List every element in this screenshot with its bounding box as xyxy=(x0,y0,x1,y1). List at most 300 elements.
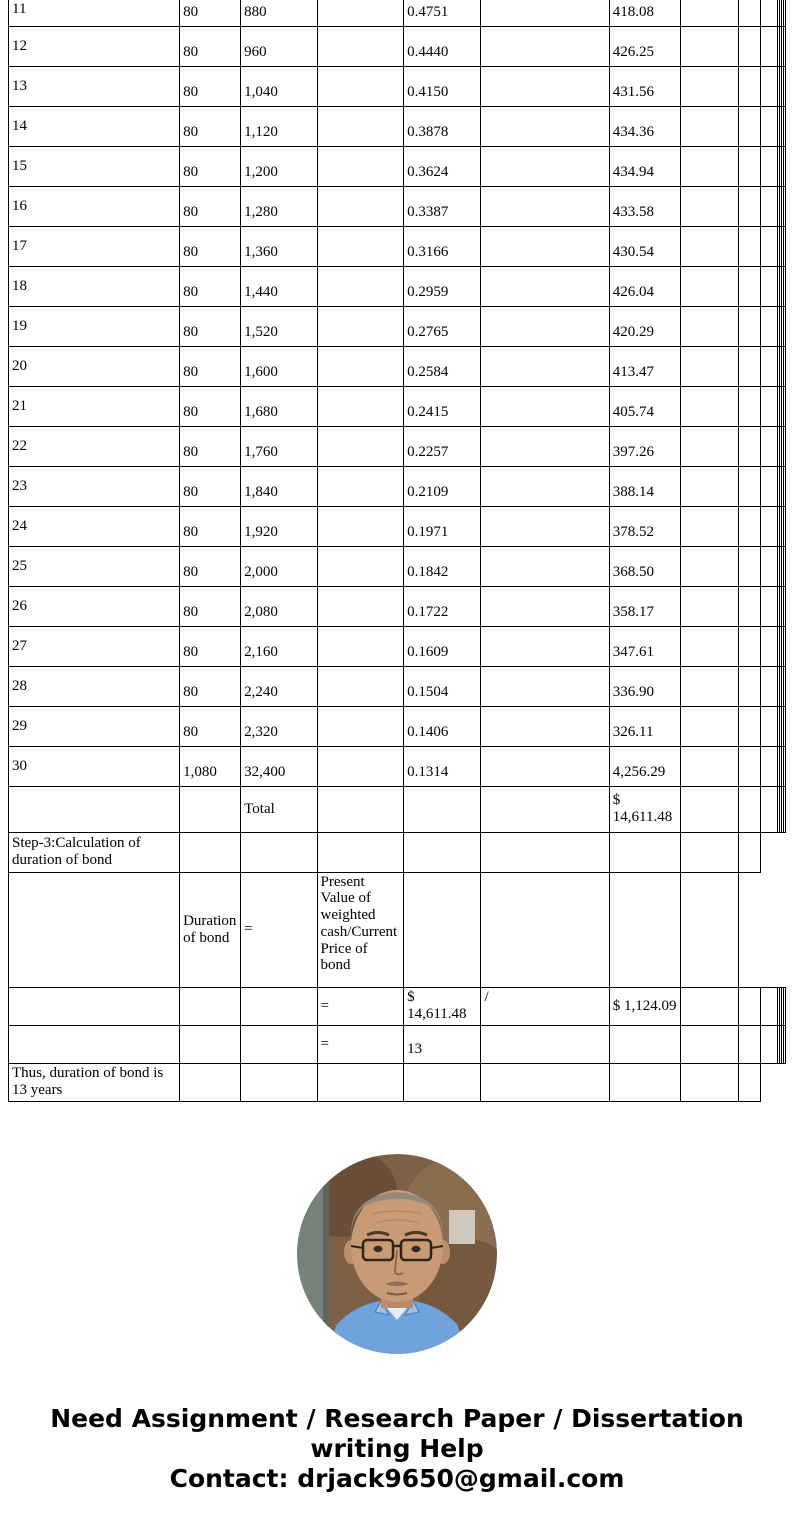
cell-present-value: 426.25 xyxy=(609,26,680,66)
cell-empty xyxy=(481,586,609,626)
cell-empty xyxy=(317,346,404,386)
table-row xyxy=(9,746,786,786)
cell-pv-factor: 0.3878 xyxy=(404,106,481,146)
cell-empty xyxy=(481,26,609,66)
cell-empty xyxy=(481,1025,609,1063)
grid-sliver xyxy=(783,66,785,106)
cell-empty xyxy=(404,832,481,872)
cell-empty xyxy=(739,426,761,466)
grid-sliver xyxy=(783,666,785,706)
cell-payment: 80 xyxy=(180,546,241,586)
cell-pv-factor: 0.2765 xyxy=(404,306,481,346)
cell-empty xyxy=(609,1063,680,1101)
table-row xyxy=(9,426,786,466)
cell-empty xyxy=(761,306,777,346)
cell-empty xyxy=(9,872,180,987)
cell-period: 28 xyxy=(9,666,180,706)
total-row xyxy=(9,786,786,832)
cell-empty xyxy=(317,226,404,266)
grid-sliver xyxy=(783,706,785,746)
cell-present-value: 347.61 xyxy=(609,626,680,666)
cell-empty xyxy=(761,626,777,666)
help-banner xyxy=(0,1404,794,1494)
cell-empty xyxy=(681,1063,739,1101)
cell-empty xyxy=(9,1025,180,1063)
cell-empty xyxy=(681,226,739,266)
duration-calculation-row xyxy=(9,987,786,1025)
cell-empty xyxy=(317,586,404,626)
cell-period: 30 xyxy=(9,746,180,786)
result-value-cell: 13 xyxy=(404,1025,481,1063)
cell-period: 13 xyxy=(9,66,180,106)
cell-present-value: 430.54 xyxy=(609,226,680,266)
cell-weighted-cash-flow: 2,000 xyxy=(241,546,317,586)
cell-empty xyxy=(681,346,739,386)
cell-empty xyxy=(681,0,739,26)
grid-sliver xyxy=(783,426,785,466)
cell-empty xyxy=(481,66,609,106)
cell-weighted-cash-flow: 32,400 xyxy=(241,746,317,786)
cell-period: 27 xyxy=(9,626,180,666)
cell-empty xyxy=(739,386,761,426)
cell-empty xyxy=(481,786,609,832)
cell-empty xyxy=(761,146,777,186)
cell-empty xyxy=(761,66,777,106)
cell-empty xyxy=(609,832,680,872)
cell-empty xyxy=(739,66,761,106)
tutor-photo-container xyxy=(0,1154,794,1354)
cell-payment: 80 xyxy=(180,386,241,426)
cell-pv-factor: 0.1609 xyxy=(404,626,481,666)
cell-empty xyxy=(739,346,761,386)
cell-empty xyxy=(681,426,739,466)
cell-empty xyxy=(739,306,761,346)
cell-period: 23 xyxy=(9,466,180,506)
cell-weighted-cash-flow: 2,240 xyxy=(241,666,317,706)
cell-present-value: 336.90 xyxy=(609,666,680,706)
cell-payment: 80 xyxy=(180,306,241,346)
cell-pv-factor: 0.2415 xyxy=(404,386,481,426)
equals-cell: = xyxy=(317,987,404,1025)
grid-sliver xyxy=(783,987,785,1025)
cell-payment: 80 xyxy=(180,586,241,626)
cell-weighted-cash-flow: 1,680 xyxy=(241,386,317,426)
cell-empty xyxy=(739,786,761,832)
cell-empty xyxy=(681,626,739,666)
cell-empty xyxy=(481,1063,609,1101)
bond-rows xyxy=(9,0,786,786)
banner-line1: Need Assignment / Research Paper / Dissertation xyxy=(50,1403,744,1433)
cell-weighted-cash-flow: 1,840 xyxy=(241,466,317,506)
cell-empty xyxy=(609,872,680,987)
cell-empty xyxy=(761,987,777,1025)
table-row xyxy=(9,466,786,506)
grid-sliver xyxy=(783,386,785,426)
cell-present-value: 431.56 xyxy=(609,66,680,106)
cell-empty xyxy=(317,0,404,26)
cell-payment: 80 xyxy=(180,506,241,546)
cell-period: 21 xyxy=(9,386,180,426)
grid-sliver xyxy=(783,186,785,226)
cell-period: 29 xyxy=(9,706,180,746)
cell-empty xyxy=(739,987,761,1025)
cell-empty xyxy=(739,466,761,506)
cell-pv-factor: 0.2109 xyxy=(404,466,481,506)
cell-present-value: 358.17 xyxy=(609,586,680,626)
grid-sliver xyxy=(783,746,785,786)
cell-empty xyxy=(681,586,739,626)
cell-empty xyxy=(481,506,609,546)
cell-empty xyxy=(761,226,777,266)
cell-present-value: 418.08 xyxy=(609,0,680,26)
cell-blank-region xyxy=(739,872,786,987)
cell-weighted-cash-flow: 2,080 xyxy=(241,586,317,626)
cell-empty xyxy=(481,546,609,586)
cell-empty xyxy=(317,186,404,226)
cell-pv-factor: 0.3166 xyxy=(404,226,481,266)
cell-empty xyxy=(180,987,241,1025)
cell-empty xyxy=(681,987,739,1025)
cell-present-value: 368.50 xyxy=(609,546,680,586)
cell-period: 22 xyxy=(9,426,180,466)
cell-payment: 80 xyxy=(180,186,241,226)
cell-empty xyxy=(180,1063,241,1101)
step3-heading-row xyxy=(9,832,786,872)
cell-pv-factor: 0.3624 xyxy=(404,146,481,186)
cell-empty xyxy=(241,1063,317,1101)
cell-pv-factor: 0.1406 xyxy=(404,706,481,746)
cell-empty xyxy=(481,626,609,666)
cell-empty xyxy=(761,786,777,832)
cell-present-value: 434.94 xyxy=(609,146,680,186)
cell-present-value: 378.52 xyxy=(609,506,680,546)
cell-empty xyxy=(739,106,761,146)
table-row xyxy=(9,226,786,266)
cell-empty xyxy=(241,987,317,1025)
cell-weighted-cash-flow: 1,920 xyxy=(241,506,317,546)
cell-weighted-cash-flow: 2,160 xyxy=(241,626,317,666)
cell-empty xyxy=(761,26,777,66)
duration-definition-row xyxy=(9,872,786,987)
cell-empty xyxy=(681,106,739,146)
cell-pv-factor: 0.4440 xyxy=(404,26,481,66)
cell-empty xyxy=(681,872,739,987)
cell-period: 15 xyxy=(9,146,180,186)
cell-empty xyxy=(681,506,739,546)
cell-empty xyxy=(481,386,609,426)
cell-empty xyxy=(481,186,609,226)
cell-pv-factor: 0.1722 xyxy=(404,586,481,626)
cell-payment: 80 xyxy=(180,706,241,746)
cell-period: 26 xyxy=(9,586,180,626)
cell-empty xyxy=(761,546,777,586)
cell-empty xyxy=(739,626,761,666)
cell-empty xyxy=(481,832,609,872)
cell-period: 12 xyxy=(9,26,180,66)
cell-empty xyxy=(761,1025,777,1063)
cell-period: 11 xyxy=(9,0,180,26)
cell-empty xyxy=(739,1025,761,1063)
cell-period: 20 xyxy=(9,346,180,386)
grid-sliver xyxy=(783,546,785,586)
cell-present-value: 405.74 xyxy=(609,386,680,426)
table-row xyxy=(9,346,786,386)
cell-empty xyxy=(317,426,404,466)
cell-empty xyxy=(761,706,777,746)
cell-payment: 80 xyxy=(180,106,241,146)
cell-empty xyxy=(481,266,609,306)
cell-empty xyxy=(761,386,777,426)
total-label-cell: Total xyxy=(241,786,317,832)
cell-present-value: 420.29 xyxy=(609,306,680,346)
table-row xyxy=(9,186,786,226)
grid-sliver xyxy=(783,586,785,626)
cell-empty xyxy=(761,506,777,546)
cell-present-value: 434.36 xyxy=(609,106,680,146)
cell-pv-factor: 0.4150 xyxy=(404,66,481,106)
table-row xyxy=(9,666,786,706)
cell-empty xyxy=(761,466,777,506)
cell-payment: 1,080 xyxy=(180,746,241,786)
cell-empty xyxy=(317,266,404,306)
cell-empty xyxy=(481,306,609,346)
cell-present-value: 397.26 xyxy=(609,426,680,466)
banner-line3: Contact: drjack9650@gmail.com xyxy=(169,1463,625,1493)
duration-formula-cell: Present Value of weighted cash/Current Price of bond xyxy=(317,872,404,987)
cell-empty xyxy=(739,186,761,226)
cell-empty xyxy=(317,466,404,506)
banner-line2: writing Help xyxy=(310,1433,484,1463)
cell-weighted-cash-flow: 880 xyxy=(241,0,317,26)
cell-empty xyxy=(761,746,777,786)
duration-label-cell: Duration of bond xyxy=(180,872,241,987)
cell-payment: 80 xyxy=(180,146,241,186)
bond-summary xyxy=(9,786,786,1101)
step3-label-cell: Step-3:Calculation of duration of bond xyxy=(9,832,180,872)
grid-sliver xyxy=(783,0,785,26)
cell-weighted-cash-flow: 1,440 xyxy=(241,266,317,306)
grid-sliver xyxy=(783,266,785,306)
cell-payment: 80 xyxy=(180,466,241,506)
cell-empty xyxy=(317,386,404,426)
cell-empty xyxy=(481,106,609,146)
table-row xyxy=(9,146,786,186)
cell-empty xyxy=(404,786,481,832)
cell-empty xyxy=(739,506,761,546)
duration-result-row xyxy=(9,1025,786,1063)
cell-empty xyxy=(739,226,761,266)
cell-weighted-cash-flow: 960 xyxy=(241,26,317,66)
cell-period: 24 xyxy=(9,506,180,546)
table-row xyxy=(9,626,786,666)
cell-empty xyxy=(739,832,761,872)
table-row xyxy=(9,66,786,106)
cell-period: 14 xyxy=(9,106,180,146)
cell-period: 16 xyxy=(9,186,180,226)
cell-present-value: 4,256.29 xyxy=(609,746,680,786)
cell-weighted-cash-flow: 1,280 xyxy=(241,186,317,226)
cell-empty xyxy=(481,346,609,386)
conclusion-cell: Thus, duration of bond is 13 years xyxy=(9,1063,180,1101)
cell-empty xyxy=(317,306,404,346)
table-row xyxy=(9,586,786,626)
cell-empty xyxy=(681,306,739,346)
cell-empty xyxy=(681,186,739,226)
cell-weighted-cash-flow: 1,520 xyxy=(241,306,317,346)
cell-empty xyxy=(739,546,761,586)
cell-empty xyxy=(317,786,404,832)
cell-empty xyxy=(317,146,404,186)
cell-pv-factor: 0.1314 xyxy=(404,746,481,786)
cell-present-value: 433.58 xyxy=(609,186,680,226)
divide-sign-cell: / xyxy=(481,987,609,1025)
cell-blank-region xyxy=(761,832,786,872)
cell-present-value: 413.47 xyxy=(609,346,680,386)
cell-period: 19 xyxy=(9,306,180,346)
cell-empty xyxy=(317,626,404,666)
cell-empty xyxy=(404,1063,481,1101)
cell-empty xyxy=(739,1063,761,1101)
cell-empty xyxy=(761,586,777,626)
cell-pv-factor: 0.4751 xyxy=(404,0,481,26)
tutor-photo xyxy=(297,1154,497,1354)
cell-empty xyxy=(317,666,404,706)
cell-empty xyxy=(761,186,777,226)
cell-empty xyxy=(681,26,739,66)
cell-empty xyxy=(241,1025,317,1063)
cell-pv-factor: 0.2959 xyxy=(404,266,481,306)
cell-empty xyxy=(761,666,777,706)
cell-empty xyxy=(739,666,761,706)
grid-sliver xyxy=(783,346,785,386)
cell-empty xyxy=(481,666,609,706)
cell-payment: 80 xyxy=(180,346,241,386)
cell-empty xyxy=(681,146,739,186)
grid-sliver xyxy=(783,786,785,832)
cell-payment: 80 xyxy=(180,66,241,106)
bond-duration-table xyxy=(8,0,786,1102)
cell-empty xyxy=(481,706,609,746)
table-row xyxy=(9,506,786,546)
cell-weighted-cash-flow: 1,600 xyxy=(241,346,317,386)
cell-empty xyxy=(739,746,761,786)
cell-empty xyxy=(681,706,739,746)
cell-period: 25 xyxy=(9,546,180,586)
grid-sliver xyxy=(783,106,785,146)
cell-period: 17 xyxy=(9,226,180,266)
cell-payment: 80 xyxy=(180,626,241,666)
grid-sliver xyxy=(783,626,785,666)
cell-payment: 80 xyxy=(180,266,241,306)
cell-empty xyxy=(681,832,739,872)
cell-payment: 80 xyxy=(180,26,241,66)
cell-empty xyxy=(761,346,777,386)
cell-empty xyxy=(317,26,404,66)
cell-empty xyxy=(739,0,761,26)
cell-empty xyxy=(317,106,404,146)
cell-weighted-cash-flow: 1,360 xyxy=(241,226,317,266)
cell-pv-factor: 0.3387 xyxy=(404,186,481,226)
cell-empty xyxy=(317,706,404,746)
table-row xyxy=(9,546,786,586)
cell-pv-factor: 0.1971 xyxy=(404,506,481,546)
cell-empty xyxy=(180,1025,241,1063)
cell-empty xyxy=(481,426,609,466)
cell-empty xyxy=(681,786,739,832)
table-row xyxy=(9,706,786,746)
table-row xyxy=(9,386,786,426)
denominator-cell: $ 1,124.09 xyxy=(609,987,680,1025)
cell-pv-factor: 0.2257 xyxy=(404,426,481,466)
cell-blank-region xyxy=(761,1063,786,1101)
cell-empty xyxy=(681,746,739,786)
cell-empty xyxy=(481,466,609,506)
cell-empty xyxy=(761,0,777,26)
cell-period: 18 xyxy=(9,266,180,306)
cell-empty xyxy=(9,786,180,832)
grid-sliver xyxy=(783,226,785,266)
total-value-cell: $ 14,611.48 xyxy=(609,786,680,832)
grid-sliver xyxy=(783,466,785,506)
equals-cell: = xyxy=(241,872,317,987)
cell-weighted-cash-flow: 1,200 xyxy=(241,146,317,186)
cell-empty xyxy=(317,832,404,872)
cell-weighted-cash-flow: 2,320 xyxy=(241,706,317,746)
cell-empty xyxy=(317,746,404,786)
cell-empty xyxy=(481,746,609,786)
cell-empty xyxy=(739,266,761,306)
cell-pv-factor: 0.2584 xyxy=(404,346,481,386)
grid-sliver xyxy=(783,146,785,186)
table-row xyxy=(9,26,786,66)
cell-weighted-cash-flow: 1,760 xyxy=(241,426,317,466)
cell-weighted-cash-flow: 1,120 xyxy=(241,106,317,146)
cell-empty xyxy=(681,666,739,706)
cell-empty xyxy=(681,266,739,306)
cell-empty xyxy=(761,106,777,146)
cell-weighted-cash-flow: 1,040 xyxy=(241,66,317,106)
cell-empty xyxy=(761,266,777,306)
cell-empty xyxy=(681,466,739,506)
cell-empty xyxy=(739,26,761,66)
cell-empty xyxy=(481,226,609,266)
cell-empty xyxy=(739,586,761,626)
table-row xyxy=(9,266,786,306)
cell-empty xyxy=(761,426,777,466)
cell-empty xyxy=(681,386,739,426)
cell-empty xyxy=(609,1025,680,1063)
equals-cell: = xyxy=(317,1025,404,1063)
cell-empty xyxy=(681,66,739,106)
cell-empty xyxy=(739,706,761,746)
table-row xyxy=(9,0,786,26)
cell-empty xyxy=(481,0,609,26)
conclusion-row xyxy=(9,1063,786,1101)
cell-empty xyxy=(241,832,317,872)
cell-payment: 80 xyxy=(180,426,241,466)
cell-empty xyxy=(681,546,739,586)
cell-empty xyxy=(404,872,481,987)
grid-sliver xyxy=(783,1025,785,1063)
grid-sliver xyxy=(783,26,785,66)
cell-empty xyxy=(681,1025,739,1063)
grid-sliver xyxy=(783,506,785,546)
cell-empty xyxy=(481,146,609,186)
cell-pv-factor: 0.1842 xyxy=(404,546,481,586)
table-row xyxy=(9,106,786,146)
numerator-cell: $ 14,611.48 xyxy=(404,987,481,1025)
table-row xyxy=(9,306,786,346)
